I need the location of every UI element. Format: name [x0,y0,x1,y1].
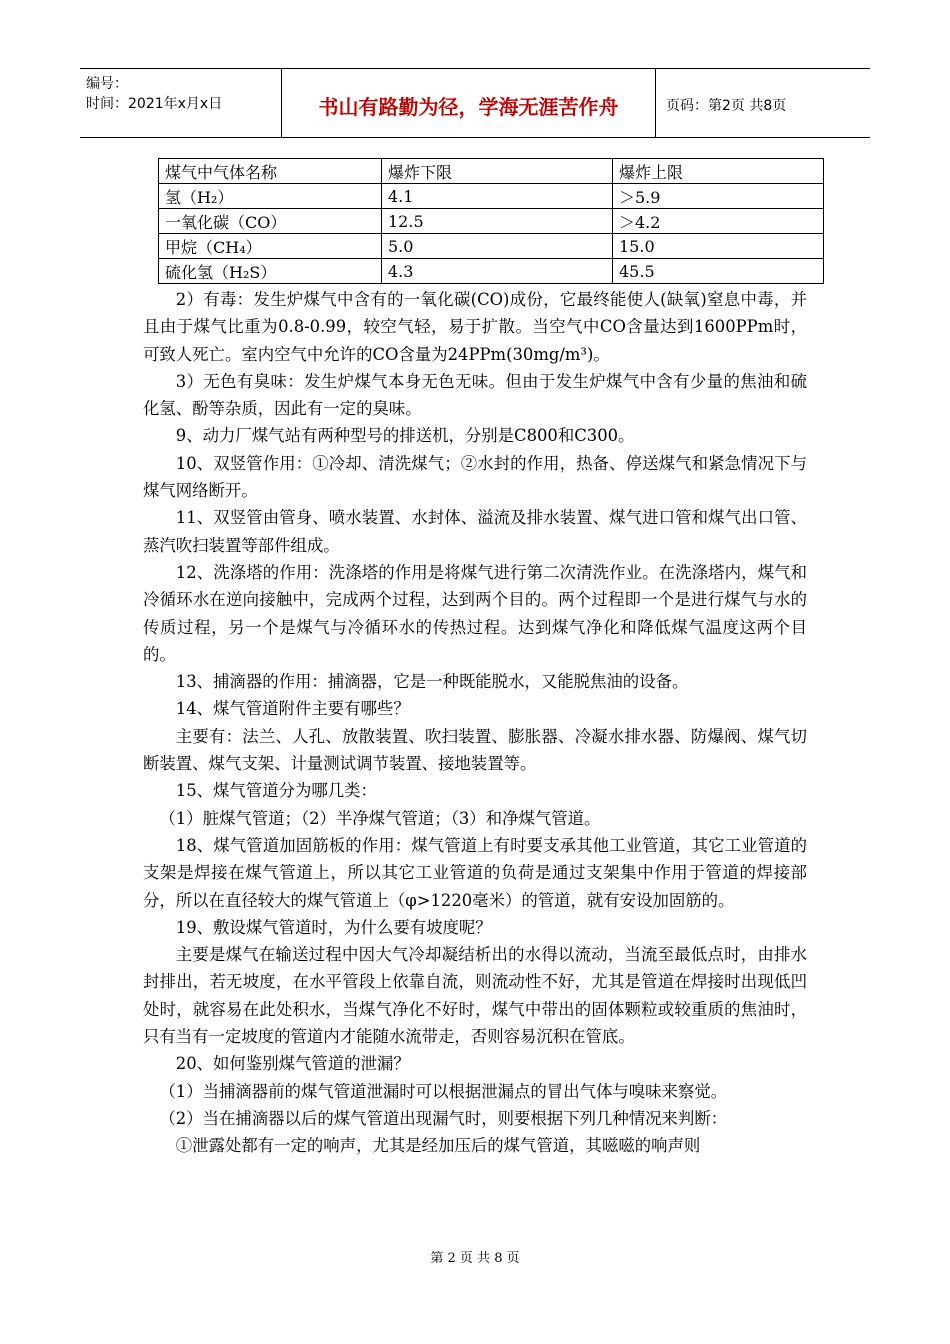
table-row [159,259,824,284]
document-number-label: 编号： [86,76,128,92]
table-row [159,209,824,234]
paragraph: ①泄露处都有一定的响声，尤其是经加压后的煤气管道，其嗞嗞的响声则 [175,1136,701,1156]
table-cell: 4.3 [382,259,613,284]
paragraph: 主要有：法兰、人孔、放散装置、吹扫装置、膨胀器、冷凝水排水器、防爆阀、煤气切断装置、煤气支架、计量测试调节装置、接地装置等。 [143,726,807,774]
table-cell: ＞5.9 [613,184,824,209]
paragraph: 3）无色有臭味：发生炉煤气本身无色无味。但由于发生炉煤气中含有少量的焦油和硫化氢、酚等杂质，因此有一定的臭味。 [143,371,807,419]
paragraph: 10、双竖管作用：①冷却、清洗煤气；②水封的作用，热备、停送煤气和紧急情况下与煤气网络断开。 [143,453,807,501]
table-cell: 4.1 [382,184,613,209]
document-body [143,286,807,1160]
paragraph: 11、双竖管由管身、喷水装置、水封体、溢流及排水装置、煤气进口管和煤气出口管、蒸汽吹扫装置等部件组成。 [143,508,807,555]
header-info-cell [80,69,282,137]
paragraph: 14、煤气管道附件主要有哪些？ [175,699,410,719]
table-cell: 氢（H₂） [159,184,382,209]
table-header-cell: 爆炸下限 [382,159,613,184]
table-cell: 一氧化碳（CO） [159,209,382,234]
table-header-cell: 爆炸上限 [613,159,824,184]
table-cell: 45.5 [613,259,824,284]
page-header [80,68,870,138]
paragraph: 13、捕滴器的作用：捕滴器，它是一种既能脱水，又能脱焦油的设备。 [175,672,689,692]
page-footer: 第 2 页 共 8 页 [430,1251,520,1266]
document-date-label: 时间：2021年x月x日 [86,96,223,112]
table-header-row [159,159,824,184]
table-cell: 硫化氢（H₂S） [159,259,382,284]
paragraph: （1）当捕滴器前的煤气管道泄漏时可以根据泄漏点的冒出气体与嗅味来察觉。 [159,1081,728,1101]
header-motto-cell [282,69,656,137]
table-cell: ＞4.2 [613,209,824,234]
paragraph: 主要是煤气在输送过程中因大气冷却凝结析出的水得以流动，当流至最低点时，由排水封排出，若无坡度，在水平管段上依靠自流，则流动性不好，尤其是管道在焊接时出现低凹处时，就容易在此处积水，当煤气净化不好时，煤气中带出的固体颗粒或较重质的焦油时，只有当有一定坡度的管道内才能随水流带走，否则容易沉积在管底。 [143,945,807,1047]
table-row [159,234,824,259]
table-cell: 12.5 [382,209,613,234]
header-motto: 书山有路勤为径，学海无涯苦作舟 [318,95,619,119]
table-header-cell: 煤气中气体名称 [159,159,382,184]
explosion-limits-table [158,158,824,284]
paragraph: （1）脏煤气管道；（2）半净煤气管道；（3）和净煤气管道。 [159,808,601,828]
paragraph: 18、煤气管道加固筋板的作用：煤气管道上有时要支承其他工业管道，其它工业管道的支架是焊接在煤气管道上，所以其它工业管道的负荷是通过支架集中作用于管道的焊接部分，所以在直径较大的煤气管道上（φ>1220毫米）的管道，就有安设加固筋的。 [143,835,807,910]
table-cell: 5.0 [382,234,613,259]
header-page-number: 页码：第2页 共8页 [666,98,787,114]
paragraph: 15、煤气管道分为哪几类： [175,781,377,801]
header-page-cell [656,69,870,137]
table-cell: 15.0 [613,234,824,259]
paragraph: 12、洗涤塔的作用：洗涤塔的作用是将煤气进行第二次清洗作业。在洗涤塔内，煤气和冷循环水在逆向接触中，完成两个过程，达到两个目的。两个过程即一个是进行煤气与水的传质过程，另一个是煤气与冷循环水的传热过程。达到煤气净化和降低煤气温度这两个目的。 [143,562,807,664]
paragraph: （2）当在捕滴器以后的煤气管道出现漏气时，则要根据下列几种情况来判断： [159,1108,728,1128]
paragraph: 20、如何鉴别煤气管道的泄漏？ [175,1054,410,1074]
paragraph: 2）有毒：发生炉煤气中含有的一氧化碳(CO)成份，它最终能使人(缺氧)窒息中毒，并且由于煤气比重为0.8-0.99，较空气轻，易于扩散。当空气中CO含量达到1600PPm时，可致人死亡。室内空气中允许的CO含量为24PPm(30mg/m³)。 [143,290,807,364]
paragraph: 9、动力厂煤气站有两种型号的排送机，分别是C800和C300。 [175,426,635,446]
table-row [159,184,824,209]
paragraph: 19、敷设煤气管道时，为什么要有坡度呢？ [175,917,492,937]
table-cell: 甲烷（CH₄） [159,234,382,259]
